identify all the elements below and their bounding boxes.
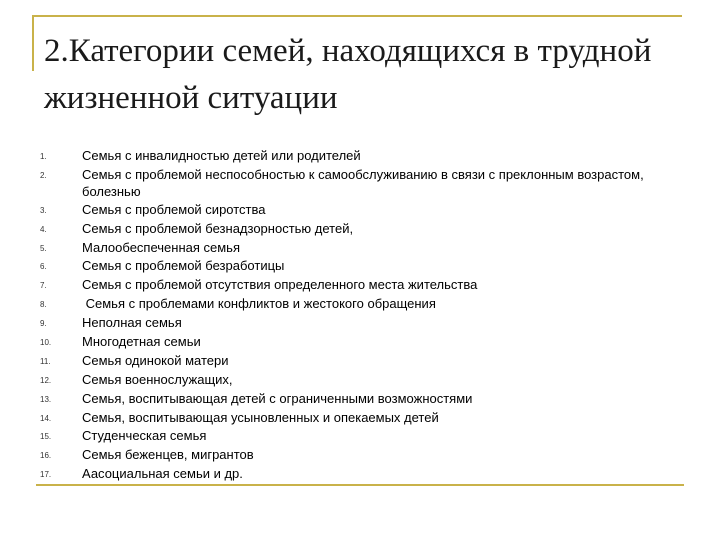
list-text: Семья с проблемой отсутствия определенного места жительства [82, 277, 478, 293]
list-number: 13. [40, 394, 52, 404]
list-number: 1. [40, 152, 47, 161]
list-number: 15. [40, 432, 52, 442]
list-item [40, 295, 680, 313]
list-item [40, 147, 680, 165]
list-number: 5. [40, 243, 47, 253]
list-item [40, 201, 680, 219]
list-number: 3. [40, 205, 47, 215]
list-item [40, 276, 680, 294]
list-item [40, 409, 680, 427]
list-text: Студенческая семья [82, 428, 207, 444]
list-number: 16. [40, 451, 52, 461]
list-number: 14. [40, 413, 52, 423]
list-number: 17. [40, 470, 52, 480]
list-text: Аасоциальная семьи и др. [82, 466, 243, 482]
list-text: Семья с инвалидностью детей или родителей [82, 148, 361, 163]
list-item [40, 352, 680, 370]
list-item [40, 446, 680, 464]
list-number: 9. [40, 319, 47, 329]
list-text: Семья, воспитывающая детей с ограниченными возможностями [82, 390, 473, 406]
list-number: 8. [40, 300, 47, 310]
list-text: Семья беженцев, мигрантов [82, 447, 254, 463]
list-item [40, 465, 680, 483]
list-number: 2. [40, 170, 47, 180]
list-text: Семья с проблемой сиротства [82, 201, 266, 217]
frame-top-line [32, 15, 682, 17]
list-number: 7. [40, 281, 47, 291]
list-text: Семья с проблемой безработицы [82, 258, 285, 274]
category-list [40, 147, 680, 484]
list-item [40, 390, 680, 408]
list-item [40, 257, 680, 275]
list-text: Семья одинокой матери [82, 352, 229, 368]
list-text: Малообеспеченная семья [82, 239, 240, 255]
list-item [40, 427, 680, 445]
list-item [40, 220, 680, 238]
list-number: 12. [40, 375, 52, 385]
list-text: Семья с проблемой безнадзорностью детей, [82, 220, 354, 236]
list-text: Многодетная семьи [82, 334, 201, 350]
frame-left-line [32, 15, 34, 71]
list-text: Неполная семья [82, 315, 182, 331]
list-item [40, 314, 680, 332]
list-item [40, 239, 680, 257]
list-number: 4. [40, 224, 47, 234]
list-item [40, 166, 680, 200]
frame-bottom-line [36, 484, 684, 486]
list-item [40, 333, 680, 351]
slide-title: 2.Категории семей, находящихся в трудной жизненной ситуации [44, 33, 652, 116]
list-text: Семья с проблемами конфликтов и жестокого обращения [82, 296, 436, 312]
list-text: Семья военнослужащих, [82, 371, 233, 387]
list-text: Семья с проблемой неспособностью к самообслуживанию в связи с преклонным возрастом, болезнью [82, 166, 648, 199]
list-number: 6. [40, 262, 47, 272]
list-item [40, 371, 680, 389]
list-text: Семья, воспитывающая усыновленных и опекаемых детей [82, 409, 439, 425]
list-number: 11. [40, 356, 51, 366]
list-number: 10. [40, 338, 52, 348]
